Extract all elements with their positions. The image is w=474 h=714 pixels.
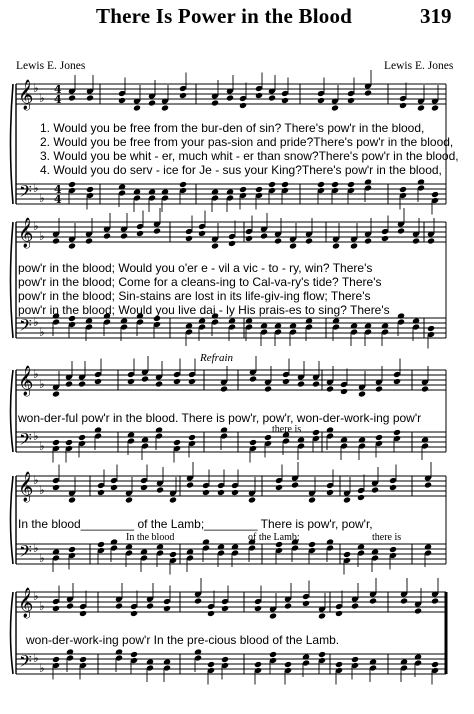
flat-icon: ♭ (39, 439, 45, 453)
note-head (282, 378, 290, 385)
note-head (156, 486, 164, 493)
note-head (302, 653, 310, 660)
lyricist-credit: Lewis E. Jones (16, 60, 86, 72)
note-head (186, 481, 194, 488)
note-head (275, 484, 283, 491)
note-head (173, 439, 181, 446)
verse-2-line-2: pow'r in the blood; Come for a cleans-ing to Cal-va-ry's tide? There's (18, 275, 382, 289)
note-head (115, 648, 123, 655)
note-head (68, 94, 76, 101)
note-head (127, 431, 135, 438)
note-head (68, 546, 76, 553)
note-head (291, 481, 299, 488)
note-head (127, 378, 135, 385)
verse-4-line-2: pow'r in the blood; Would you live dai - ly His prais-es to sing? There's (18, 303, 390, 317)
hymn-title: There Is Power in the Blood (96, 4, 353, 28)
refrain-cue-of-the-lamb: of the Lamb; (248, 532, 300, 543)
note-head (317, 97, 325, 104)
note-head (308, 496, 316, 503)
note-head (94, 378, 102, 385)
note-head (118, 183, 126, 190)
note-head (245, 235, 253, 242)
note-head (305, 237, 313, 244)
bass-clef-icon: 𝄢 (19, 181, 32, 205)
note-head (66, 648, 74, 655)
note-head (399, 102, 407, 109)
refrain-cue-there-is: there is (272, 424, 302, 435)
note-head (371, 548, 379, 555)
note-head (141, 375, 149, 382)
note-head (397, 312, 405, 319)
note-head (364, 322, 372, 329)
note-head (393, 429, 401, 436)
note-head (343, 496, 351, 503)
note-head (173, 378, 181, 385)
note-head (97, 541, 105, 548)
note-head (161, 188, 169, 195)
note-head (399, 186, 407, 193)
note-head (146, 658, 154, 665)
note-head (312, 380, 320, 387)
note-head (188, 378, 196, 385)
note-head (414, 653, 422, 660)
brace (11, 84, 14, 204)
note-head (351, 656, 359, 663)
note-head (268, 181, 276, 188)
note-head (239, 102, 247, 109)
note-head (86, 94, 94, 101)
treble-clef-icon: 𝄞 (18, 218, 34, 248)
note-head (289, 242, 297, 249)
note-head (161, 104, 169, 111)
note-head (255, 92, 263, 99)
note-head (85, 317, 93, 324)
flat-icon: ♭ (39, 483, 45, 497)
note-head (202, 489, 210, 496)
note-head (66, 602, 74, 609)
note-head (179, 181, 187, 188)
note-head (231, 543, 239, 550)
note-head (421, 436, 429, 443)
note-head (133, 188, 141, 195)
flat-icon: ♭ (39, 229, 45, 243)
note-head (146, 602, 154, 609)
note-head (179, 92, 187, 99)
note-head (427, 325, 435, 332)
note-head (358, 390, 366, 397)
flat-icon: ♭ (33, 181, 39, 195)
flat-icon: ♭ (33, 81, 39, 95)
note-head (274, 237, 282, 244)
note-head (110, 538, 118, 545)
note-head (347, 181, 355, 188)
note-head (245, 317, 253, 324)
note-head (260, 322, 268, 329)
note-head (207, 610, 215, 617)
note-head (400, 658, 408, 665)
note-head (364, 89, 372, 96)
treble-clef-icon: 𝄞 (18, 588, 34, 618)
note-head (110, 484, 118, 491)
verse-4-line-1: 4. Would you do serv - ice for Je - sus your King?There's pow'r in the blood, (40, 163, 442, 177)
refrain-cue-there-is-2: there is (372, 532, 402, 543)
note-head (220, 385, 228, 392)
note-head (397, 227, 405, 234)
flat-icon: ♭ (39, 191, 45, 205)
refrain-label: Refrain (200, 352, 233, 364)
note-head (431, 597, 439, 604)
note-head (274, 322, 282, 329)
note-head (156, 543, 164, 550)
note-head (68, 242, 76, 249)
note-head (78, 380, 86, 387)
note-head (389, 546, 397, 553)
note-head (417, 104, 425, 111)
note-head (118, 97, 126, 104)
note-head (155, 426, 163, 433)
note-head (335, 610, 343, 617)
note-head (254, 605, 262, 612)
note-head (358, 436, 366, 443)
time-signature: 4 (54, 83, 62, 96)
note-head (414, 607, 422, 614)
note-head (153, 227, 161, 234)
note-head (389, 484, 397, 491)
note-head (375, 385, 383, 392)
time-signature: 4 (54, 193, 62, 206)
note-head (103, 232, 111, 239)
treble-clef-icon: 𝄞 (18, 472, 34, 502)
note-head (163, 605, 171, 612)
note-head (239, 186, 247, 193)
note-head (52, 656, 60, 663)
note-head (186, 548, 194, 555)
flat-icon: ♭ (33, 219, 39, 233)
flat-icon: ♭ (33, 651, 39, 665)
note-head (68, 496, 76, 503)
note-head (297, 436, 305, 443)
brace (11, 222, 14, 338)
note-head (217, 489, 225, 496)
flat-icon: ♭ (33, 315, 39, 329)
note-head (269, 612, 277, 619)
bass-clef-icon: 𝄢 (19, 429, 32, 453)
note-head (52, 237, 60, 244)
note-head (130, 610, 138, 617)
note-head (228, 240, 236, 247)
note-head (79, 656, 87, 663)
note-head (52, 605, 60, 612)
note-head (185, 322, 193, 329)
flat-icon: ♭ (33, 429, 39, 443)
hymn-number: 319 (420, 4, 452, 28)
note-head (79, 610, 87, 617)
note-head (331, 181, 339, 188)
note-head (249, 439, 257, 446)
note-head (65, 439, 73, 446)
brace (11, 476, 14, 564)
refrain-lyrics-3: won-der-work-ing pow'r In the pre-cious blood of the Lamb. (26, 633, 340, 647)
note-head (281, 97, 289, 104)
note-head (289, 322, 297, 329)
note-head (169, 551, 177, 558)
note-head (269, 651, 277, 658)
composer-credit: Lewis E. Jones (384, 60, 454, 72)
treble-clef-icon: 𝄞 (18, 80, 34, 110)
note-head (217, 543, 225, 550)
note-head (331, 104, 339, 111)
note-head (312, 429, 320, 436)
note-head (381, 322, 389, 329)
note-head (421, 385, 429, 392)
note-head (120, 232, 128, 239)
note-head (281, 181, 289, 188)
note-head (249, 375, 257, 382)
note-head (412, 317, 420, 324)
note-head (431, 104, 439, 111)
note-head (97, 489, 105, 496)
note-head (326, 426, 334, 433)
note-head (52, 548, 60, 555)
treble-clef-icon: 𝄞 (18, 366, 34, 396)
note-head (133, 104, 141, 111)
note-head (226, 188, 234, 195)
note-head (393, 378, 401, 385)
note-head (351, 602, 359, 609)
note-head (340, 436, 348, 443)
flat-icon: ♭ (33, 473, 39, 487)
flat-icon: ♭ (39, 377, 45, 391)
refrain-lyrics-1: won-der-ful pow'r in the blood. There is pow'r, pow'r, won-der-work-ing pow'r (18, 411, 422, 425)
verse-2-line-1: 2. Would you be free from your pas-sion and pride?There's pow'r in the blood, (40, 135, 454, 149)
flat-icon: ♭ (33, 589, 39, 603)
note-head (198, 230, 206, 237)
flat-icon: ♭ (33, 367, 39, 381)
note-head (297, 380, 305, 387)
note-head (94, 426, 102, 433)
note-head (226, 94, 234, 101)
note-head (302, 600, 310, 607)
note-head (308, 541, 316, 548)
note-head (120, 317, 128, 324)
note-head (52, 484, 60, 491)
note-head (347, 97, 355, 104)
refrain-lyrics-2: In the blood________ of the Lamb;________ There is pow'r, pow'r, (18, 517, 373, 531)
note-head (335, 661, 343, 668)
note-head (155, 380, 163, 387)
flat-icon: ♭ (39, 325, 45, 339)
note-head (140, 548, 148, 555)
verse-1-line-1: 1. Would you be free from the bur-den of sin? There's pow'r in the blood, (40, 121, 425, 135)
note-head (343, 551, 351, 558)
note-head (318, 651, 326, 658)
note-head (188, 434, 196, 441)
brace (11, 370, 14, 452)
note-head (427, 237, 435, 244)
note-head (264, 434, 272, 441)
note-head (194, 648, 202, 655)
note-head (284, 602, 292, 609)
note-head (211, 99, 219, 106)
note-head (381, 235, 389, 242)
note-head (115, 602, 123, 609)
note-head (194, 597, 202, 604)
time-signature: 4 (54, 183, 62, 196)
note-head (141, 436, 149, 443)
note-head (317, 181, 325, 188)
note-head (220, 426, 228, 433)
note-head (78, 434, 86, 441)
note-head (228, 317, 236, 324)
flat-icon: ♭ (39, 551, 45, 565)
note-head (125, 543, 133, 550)
note-head (431, 191, 439, 198)
note-head (185, 235, 193, 242)
note-head (350, 242, 358, 249)
verse-3-line-2: pow'r in the blood; Sin-stains are lost in its life-giv-ing flow; There's (18, 289, 371, 303)
note-head (369, 658, 377, 665)
note-head (417, 178, 425, 185)
note-head (248, 496, 256, 503)
time-signature: 4 (54, 93, 62, 106)
note-head (357, 543, 365, 550)
note-head (326, 538, 334, 545)
note-head (340, 388, 348, 395)
note-head (130, 651, 138, 658)
note-head (202, 538, 210, 545)
note-head (148, 188, 156, 195)
note-head (284, 661, 292, 668)
note-head (52, 390, 60, 397)
note-head (231, 489, 239, 496)
flat-icon: ♭ (39, 661, 45, 675)
note-head (86, 186, 94, 193)
note-head (318, 612, 326, 619)
note-head (364, 178, 372, 185)
note-head (424, 543, 432, 550)
note-head (332, 242, 340, 249)
note-head (198, 317, 206, 324)
note-head (148, 99, 156, 106)
verse-1-line-2: pow'r in the blood; Would you o'er e - vil a vic - to - ry, win? There's (18, 261, 373, 275)
note-head (375, 434, 383, 441)
note-head (255, 186, 263, 193)
note-head (369, 597, 377, 604)
bass-clef-icon: 𝄢 (19, 541, 32, 565)
note-head (68, 181, 76, 188)
note-head (136, 230, 144, 237)
note-head (211, 188, 219, 195)
flat-icon: ♭ (33, 541, 39, 555)
note-head (85, 237, 93, 244)
verse-3-line-1: 3. Would you be whit - er, much whit - er than snow?There's pow'r in the blood, (40, 149, 459, 163)
note-head (254, 661, 262, 668)
note-head (221, 605, 229, 612)
note-head (65, 380, 73, 387)
note-head (400, 597, 408, 604)
note-head (326, 385, 334, 392)
note-head (332, 317, 340, 324)
note-head (140, 484, 148, 491)
note-head (125, 496, 133, 503)
note-head (357, 494, 365, 501)
brace (11, 592, 14, 674)
note-head (211, 242, 219, 249)
note-head (424, 481, 432, 488)
note-head (431, 661, 439, 668)
note-head (207, 661, 215, 668)
note-head (364, 237, 372, 244)
note-head (260, 232, 268, 239)
note-head (52, 439, 60, 446)
bass-clef-icon: 𝄢 (19, 651, 32, 675)
note-head (350, 322, 358, 329)
note-head (326, 489, 334, 496)
note-head (221, 656, 229, 663)
refrain-cue-in-the-blood: In the blood (126, 532, 175, 543)
bass-clef-icon: 𝄢 (19, 315, 32, 339)
note-head (305, 317, 313, 324)
note-head (371, 486, 379, 493)
note-head (169, 496, 177, 503)
note-head (268, 94, 276, 101)
flat-icon: ♭ (39, 91, 45, 105)
note-head (163, 658, 171, 665)
flat-icon: ♭ (39, 599, 45, 613)
note-head (412, 237, 420, 244)
note-head (264, 385, 272, 392)
